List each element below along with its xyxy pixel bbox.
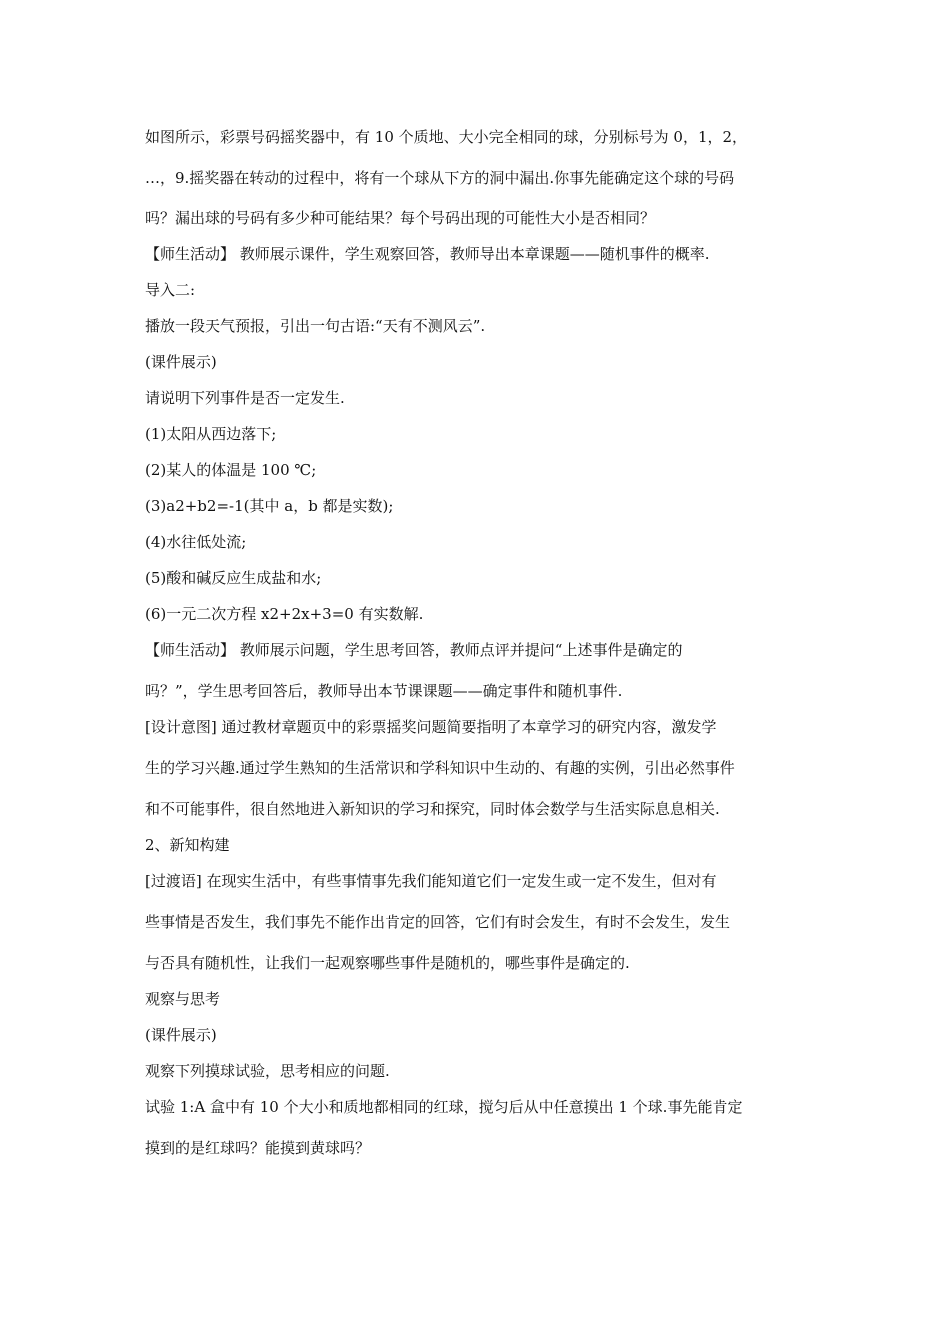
paragraph-line: 播放一段天气预报，引出一句古语:“天有不测风云”. [145, 317, 486, 335]
paragraph-line: 吗？”，学生思考回答后，教师导出本节课课题——确定事件和随机事件. [145, 682, 623, 700]
paragraph-line: …，9.摇奖器在转动的过程中，将有一个球从下方的洞中漏出.你事先能确定这个球的号码 [145, 169, 735, 187]
paragraph-line: 生的学习兴趣.通过学生熟知的生活常识和学科知识中生动的、有趣的实例，引出必然事件 [145, 759, 735, 777]
activity-line: 【师生活动】 教师展示问题，学生思考回答，教师点评并提问“上述事件是确定的 [145, 641, 683, 659]
paragraph-line: 请说明下列事件是否一定发生. [145, 389, 345, 407]
paragraph-line: 摸到的是红球吗？能摸到黄球吗？ [145, 1139, 371, 1157]
section-heading: 2、新知构建 [145, 836, 230, 854]
paragraph-line: 吗？漏出球的号码有多少种可能结果？每个号码出现的可能性大小是否相同？ [145, 209, 656, 227]
transition-line: [过渡语] 在现实生活中，有些事情事先我们能知道它们一定发生或一定不发生，但对有 [145, 872, 717, 890]
list-item: (1)太阳从西边落下; [145, 425, 277, 443]
paragraph-line: 如图所示，彩票号码摇奖器中，有 10 个质地、大小完全相同的球，分别标号为 0，1，2， [145, 128, 748, 146]
paragraph-line: 观察下列摸球试验，思考相应的问题. [145, 1062, 390, 1080]
list-item: (2)某人的体温是 100 ℃; [145, 461, 317, 479]
design-intent-line: [设计意图] 通过教材章题页中的彩票摇奖问题简要指明了本章学习的研究内容，激发学 [145, 718, 717, 736]
section-heading: 观察与思考 [145, 990, 221, 1008]
paragraph-line: 与否具有随机性，让我们一起观察哪些事件是随机的，哪些事件是确定的. [145, 954, 630, 972]
list-item: (5)酸和碱反应生成盐和水; [145, 569, 322, 587]
activity-line: 【师生活动】 教师展示课件，学生观察回答，教师导出本章课题——随机事件的概率. [145, 245, 710, 263]
note-line: (课件展示) [145, 353, 217, 371]
experiment-line: 试验 1:A 盒中有 10 个大小和质地都相同的红球，搅匀后从中任意摸出 1 个球.事先能肯定 [145, 1098, 743, 1116]
note-line: (课件展示) [145, 1026, 217, 1044]
list-item: (3)a2+b2=-1(其中 a，b 都是实数); [145, 497, 394, 515]
list-item: (6)一元二次方程 x2+2x+3=0 有实数解. [145, 605, 424, 623]
section-heading: 导入二: [145, 281, 196, 299]
list-item: (4)水往低处流; [145, 533, 247, 551]
paragraph-line: 和不可能事件，很自然地进入新知识的学习和探究，同时体会数学与生活实际息息相关. [145, 800, 720, 818]
paragraph-line: 些事情是否发生，我们事先不能作出肯定的回答，它们有时会发生，有时不会发生，发生 [145, 913, 731, 931]
